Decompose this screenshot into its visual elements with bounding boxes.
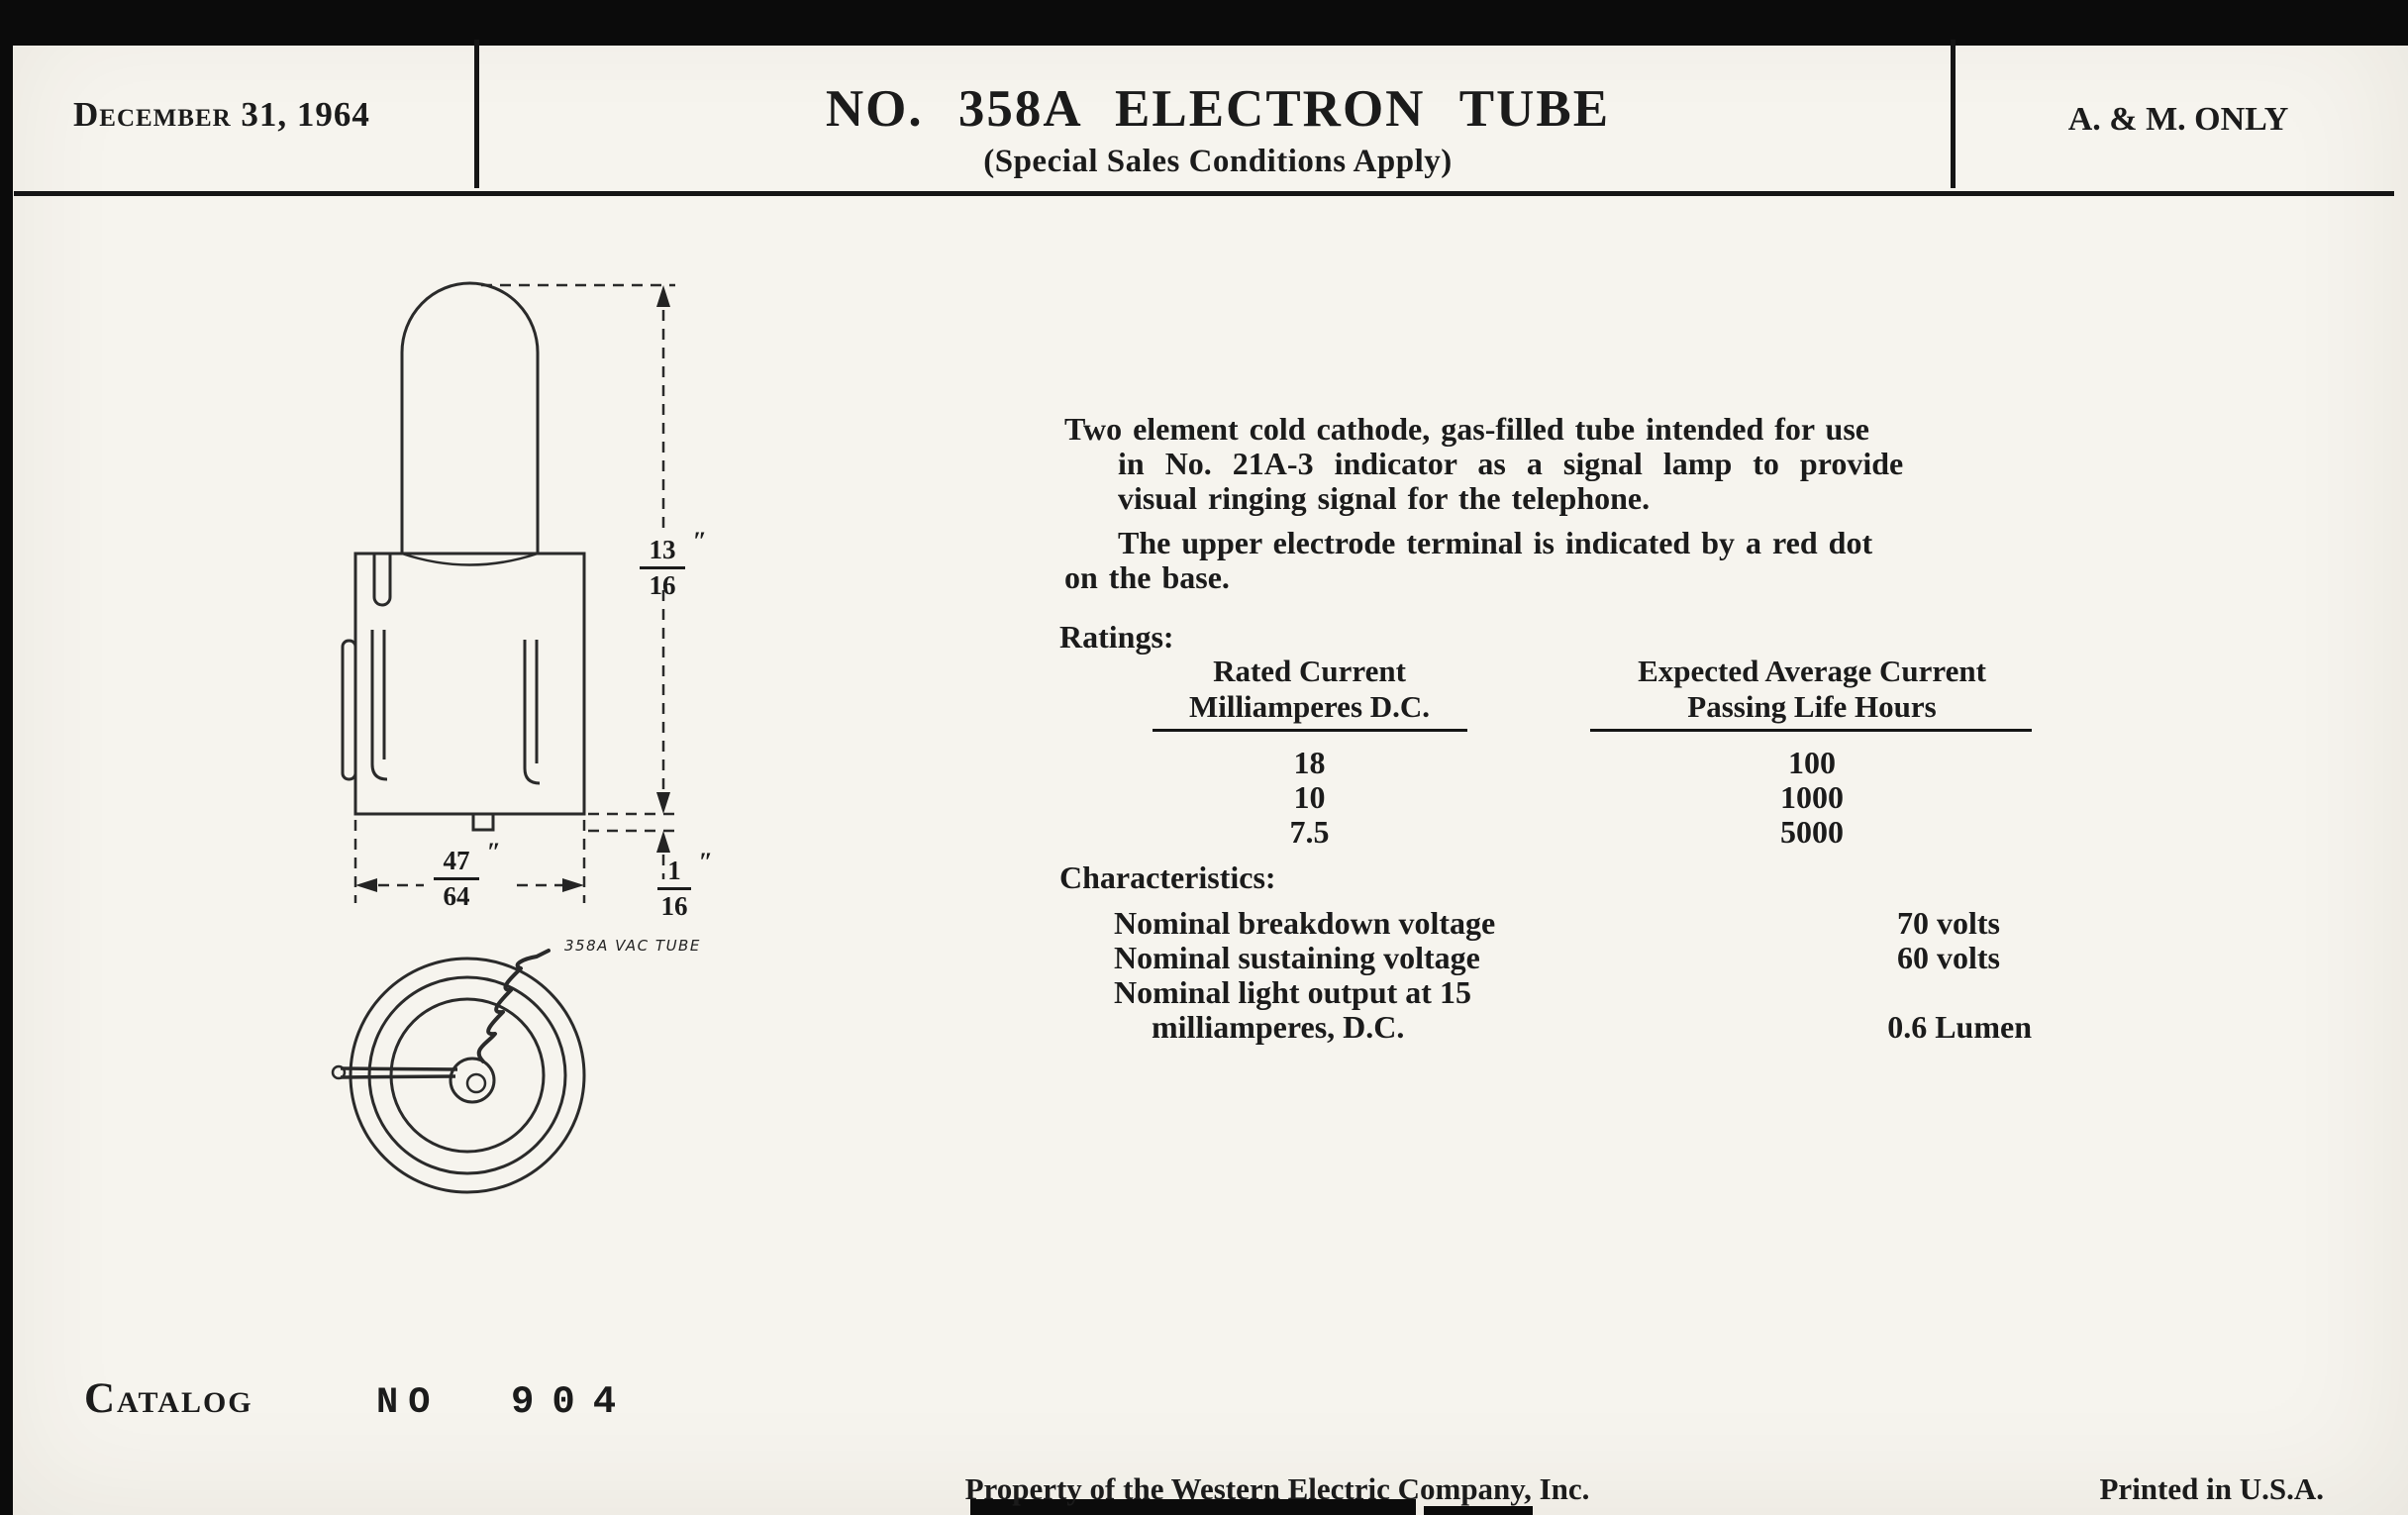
inch-mark: ″ bbox=[698, 848, 713, 876]
tube-bottom-view bbox=[333, 951, 584, 1192]
offset-dimension-label bbox=[657, 848, 713, 921]
tube-technical-drawing bbox=[327, 267, 723, 1208]
col1-header-line: Rated Current bbox=[1213, 654, 1406, 688]
ratings-heading: Ratings: bbox=[1059, 619, 1174, 655]
footer-printed-line: Printed in U.S.A. bbox=[2099, 1471, 2324, 1506]
header-title-block bbox=[495, 79, 1941, 180]
description-line: The upper electrode terminal is indicated by a red dot bbox=[1118, 525, 1873, 560]
offset-dim-numerator: 1 bbox=[657, 858, 691, 890]
header-divider-left bbox=[474, 40, 479, 188]
header-rule bbox=[14, 191, 2394, 196]
ratings-col1-header bbox=[1139, 654, 1480, 725]
height-dim-denominator: 16 bbox=[649, 570, 676, 600]
characteristics-heading: Characteristics: bbox=[1059, 859, 1276, 895]
catalog-no-label: NO bbox=[376, 1382, 441, 1424]
height-dimension-label bbox=[640, 527, 707, 600]
col2-header-underline bbox=[1590, 729, 2032, 732]
page-subtitle: (Special Sales Conditions Apply) bbox=[983, 144, 1453, 179]
scan-edge-top bbox=[0, 0, 2408, 46]
inch-mark: ″ bbox=[486, 838, 501, 866]
ratings-row bbox=[1139, 745, 2040, 781]
characteristic-value: 70 volts bbox=[1897, 905, 2000, 941]
description-block bbox=[1064, 412, 2084, 595]
life-hours-value: 5000 bbox=[1780, 814, 1844, 850]
rated-current-value: 18 bbox=[1293, 745, 1326, 780]
catalog-number: 904 bbox=[511, 1380, 635, 1424]
scan-edge-left bbox=[0, 0, 13, 1515]
width-dim-denominator: 64 bbox=[443, 881, 470, 911]
col1-header-underline bbox=[1153, 729, 1467, 732]
header-divider-right bbox=[1951, 40, 1956, 188]
ratings-row bbox=[1139, 814, 2040, 851]
inch-mark: ″ bbox=[692, 527, 707, 556]
catalog-label: Catalog bbox=[84, 1375, 253, 1422]
characteristic-label: milliamperes, D.C. bbox=[1152, 1009, 1405, 1045]
width-dim-numerator: 47 bbox=[434, 848, 479, 880]
width-dimension-label bbox=[434, 838, 501, 911]
rated-current-value: 7.5 bbox=[1289, 814, 1330, 850]
tube-side-view bbox=[343, 283, 584, 830]
description-line: in No. 21A-3 indicator as a signal lamp to provide bbox=[1118, 446, 1904, 481]
footer-property-line: Property of the Western Electric Company, Inc. bbox=[964, 1471, 1590, 1506]
description-line: on the base. bbox=[1064, 559, 1230, 595]
description-line: visual ringing signal for the telephone. bbox=[1118, 480, 1651, 516]
col2-header-line: Expected Average Current bbox=[1638, 654, 1986, 688]
ratings-row bbox=[1139, 779, 2040, 816]
col1-header-line: Milliamperes D.C. bbox=[1188, 689, 1431, 724]
page-title: NO. 358A ELECTRON TUBE bbox=[825, 80, 1611, 138]
characteristic-label: Nominal breakdown voltage bbox=[1114, 905, 1496, 941]
scan-edge-bottom-2 bbox=[1424, 1506, 1533, 1515]
rated-current-value: 10 bbox=[1293, 779, 1326, 815]
characteristic-label: Nominal light output at 15 bbox=[1114, 974, 1471, 1010]
ratings-col2-header bbox=[1584, 654, 2040, 725]
height-dim-numerator: 13 bbox=[640, 537, 685, 569]
drawing-caption: 358A VAC TUBE bbox=[564, 937, 701, 955]
characteristic-value: 0.6 Lumen bbox=[1887, 1009, 2032, 1045]
characteristic-label: Nominal sustaining voltage bbox=[1114, 940, 1480, 975]
life-hours-value: 1000 bbox=[1780, 779, 1844, 815]
col2-header-line: Passing Life Hours bbox=[1687, 689, 1937, 724]
availability-note: A. & M. ONLY bbox=[2067, 101, 2289, 138]
characteristic-value: 60 volts bbox=[1897, 940, 2000, 975]
issue-date: December 31, 1964 bbox=[73, 95, 370, 134]
offset-dim-denominator: 16 bbox=[660, 891, 688, 921]
life-hours-value: 100 bbox=[1788, 745, 1836, 780]
description-line: Two element cold cathode, gas-filled tube intended for use bbox=[1064, 411, 1869, 447]
